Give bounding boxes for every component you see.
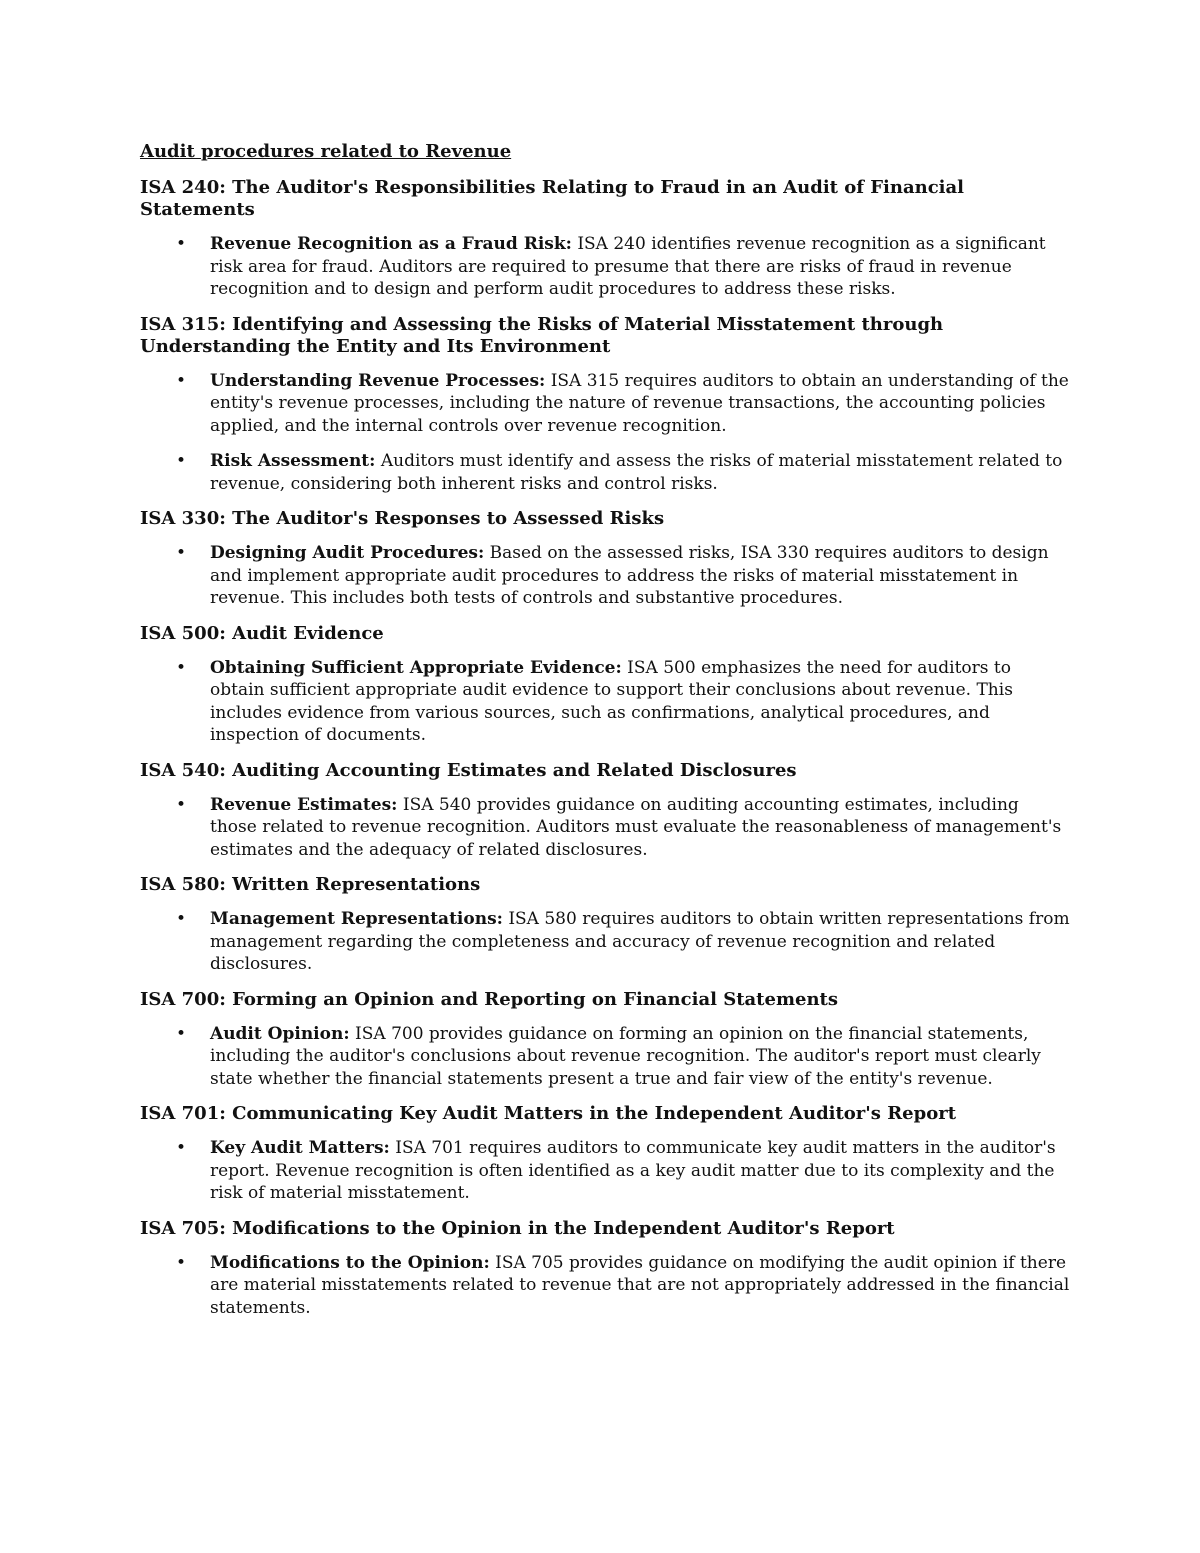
bullet-list — [140, 233, 1070, 301]
list-item — [140, 908, 1070, 976]
bullet-list — [140, 1023, 1070, 1091]
list-item — [140, 233, 1070, 301]
document-title: Audit procedures related to Revenue — [140, 141, 512, 162]
section — [140, 1103, 1070, 1205]
list-item — [140, 1023, 1070, 1091]
section-heading: ISA 315: Identifying and Assessing the Risks of Material Misstatement through Understanding the Entity and Its Environment — [140, 313, 944, 357]
bullet-icon: • — [176, 909, 187, 929]
list-item-text: ISA 500 emphasizes the need for auditors to obtain sufficient appropriate audit evidence to support their conclusions about revenue. This includes evidence from various sources, such as confirmations, analytical procedures, and inspection of documents. — [210, 657, 1013, 745]
bullet-list — [140, 794, 1070, 862]
list-item-term: Key Audit Matters: — [210, 1138, 390, 1158]
list-item-text: Auditors must identify and assess the risks of material misstatement related to revenue, considering both inherent risks and control risks. — [210, 451, 1063, 494]
list-item-term: Revenue Estimates: — [210, 794, 398, 815]
list-item-term: Modifications to the Opinion: — [210, 1252, 490, 1273]
bullet-list — [140, 370, 1070, 496]
bullet-list — [140, 1137, 1070, 1205]
bullet-icon: • — [176, 794, 187, 815]
section — [140, 623, 1070, 747]
list-item-term: Risk Assessment: — [210, 451, 376, 471]
bullet-icon: • — [176, 370, 187, 391]
list-item-term: Management Representations: — [210, 909, 503, 929]
list-item-text: ISA 700 provides guidance on forming an opinion on the financial statements, including the auditor's conclusions about revenue recognition. The auditor's report must clearly state whether the financial statements present a true and fair view of the entity's revenue. — [210, 1023, 1041, 1089]
bullet-list — [140, 908, 1070, 976]
bullet-icon: • — [176, 543, 187, 563]
bullet-list — [140, 542, 1070, 610]
bullet-icon: • — [176, 657, 187, 678]
section — [140, 1218, 1070, 1320]
list-item — [140, 542, 1070, 610]
list-item — [140, 370, 1070, 438]
list-item-text: ISA 580 requires auditors to obtain written representations from management regarding the completeness and accuracy of revenue recognition and related disclosures. — [210, 909, 1070, 974]
list-item — [140, 450, 1070, 495]
section-heading: ISA 540: Auditing Accounting Estimates and Related Disclosures — [140, 759, 797, 781]
bullet-list — [140, 657, 1070, 747]
section-heading: ISA 330: The Auditor's Responses to Assessed Risks — [140, 508, 665, 529]
bullet-icon: • — [176, 1023, 187, 1044]
section-heading: ISA 240: The Auditor's Responsibilities Relating to Fraud in an Audit of Financial Statements — [140, 177, 965, 220]
list-item-term: Audit Opinion: — [210, 1023, 350, 1044]
document-page — [140, 140, 1070, 1332]
section-heading: ISA 700: Forming an Opinion and Reporting on Financial Statements — [140, 988, 838, 1010]
list-item-text: ISA 240 identifies revenue recognition as a significant risk area for fraud. Auditors are required to presume that there are risks of fraud in revenue recognition and to design and perform audit procedures to address these risks. — [210, 234, 1046, 299]
section — [140, 314, 1070, 496]
section — [140, 177, 1070, 301]
bullet-icon: • — [176, 451, 187, 471]
list-item-text: ISA 540 provides guidance on auditing accounting estimates, including those related to revenue recognition. Auditors must evaluate the reasonableness of management's estimates and the adequacy of related disclosures. — [210, 794, 1062, 860]
section — [140, 989, 1070, 1091]
section-heading: ISA 580: Written Representations — [140, 874, 481, 895]
list-item — [140, 794, 1070, 862]
bullet-icon: • — [176, 1252, 187, 1273]
list-item-term: Designing Audit Procedures: — [210, 543, 485, 563]
bullet-icon: • — [176, 234, 187, 254]
list-item-text: ISA 315 requires auditors to obtain an understanding of the entity's revenue processes, including the nature of revenue transactions, the accounting policies applied, and the internal controls over revenue recognition. — [210, 370, 1069, 436]
list-item-text: ISA 705 provides guidance on modifying the audit opinion if there are material misstatements related to revenue that are not appropriately addressed in the financial statements. — [210, 1252, 1070, 1318]
bullet-list — [140, 1252, 1070, 1320]
list-item-text: ISA 701 requires auditors to communicate key audit matters in the auditor's report. Revenue recognition is often identified as a key audit matter due to its complexity and the risk of material misstatement. — [210, 1138, 1056, 1203]
list-item-term: Obtaining Sufficient Appropriate Evidence: — [210, 657, 622, 678]
list-item — [140, 657, 1070, 747]
section — [140, 508, 1070, 610]
section-heading: ISA 701: Communicating Key Audit Matters in the Independent Auditor's Report — [140, 1103, 957, 1124]
list-item-text: Based on the assessed risks, ISA 330 requires auditors to design and implement appropriate audit procedures to address the risks of material misstatement in revenue. This includes both tests of controls and substantive procedures. — [210, 543, 1049, 608]
section — [140, 760, 1070, 862]
section — [140, 874, 1070, 976]
section-heading: ISA 500: Audit Evidence — [140, 622, 384, 644]
list-item-term: Understanding Revenue Processes: — [210, 370, 546, 391]
bullet-icon: • — [176, 1138, 187, 1158]
list-item — [140, 1252, 1070, 1320]
section-heading: ISA 705: Modifications to the Opinion in the Independent Auditor's Report — [140, 1217, 895, 1239]
list-item — [140, 1137, 1070, 1205]
list-item-term: Revenue Recognition as a Fraud Risk: — [210, 234, 572, 254]
document-sections — [140, 177, 1070, 1319]
